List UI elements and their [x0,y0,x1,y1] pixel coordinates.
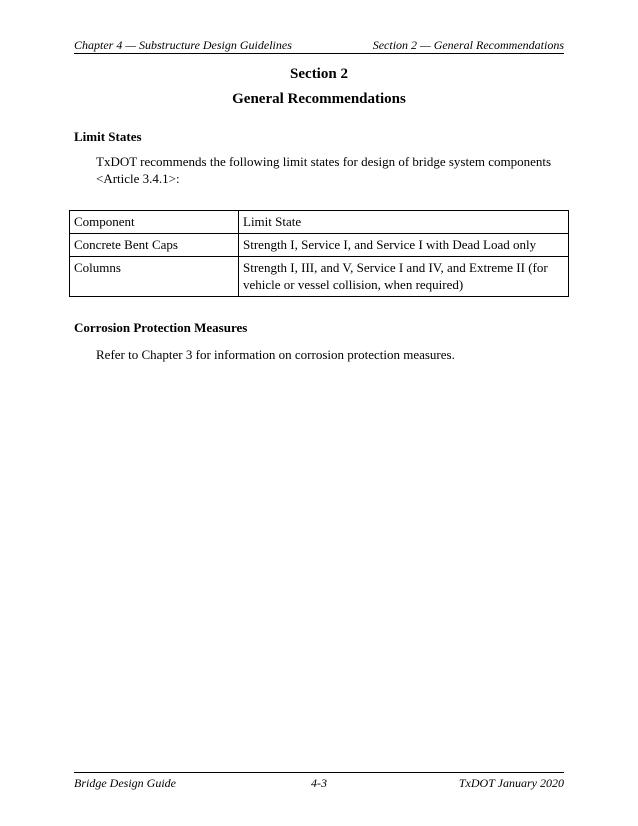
header-chapter: Chapter 4 — Substructure Design Guidelines [74,38,292,52]
footer-page-number: 4-3 [311,776,327,790]
table-cell: Strength I, Service I, and Service I with Dead Load only [239,234,569,257]
section-number: Section 2 [290,66,348,82]
footer-title: Bridge Design Guide [74,776,176,790]
section-title: General Recommendations [232,91,406,107]
running-footer [74,772,564,791]
table-cell-line: vehicle or vessel collision, when required) [243,277,464,292]
table-header-cell: Component [70,211,239,234]
table-cell-line: Strength I, III, and V, Service I and IV, and Extreme II (for [243,260,548,275]
table-row [70,257,569,297]
corrosion-heading: Corrosion Protection Measures [74,320,248,335]
table-header-row [70,211,569,234]
table-cell [239,257,569,297]
table-cell: Columns [70,257,239,297]
running-header [74,37,564,54]
header-section: Section 2 — General Recommendations [372,38,564,52]
intro-line-1: TxDOT recommends the following limit states for design of bridge system components [96,154,552,169]
corrosion-text: Refer to Chapter 3 for information on corrosion protection measures. [96,347,455,362]
limit-states-heading: Limit States [74,129,142,144]
table-cell: Concrete Bent Caps [70,234,239,257]
footer-date: TxDOT January 2020 [458,776,564,790]
table-row [70,234,569,257]
limit-states-table [69,210,569,297]
limit-states-intro [96,153,566,187]
intro-line-2: <Article 3.4.1>: [96,171,180,186]
table-header-cell: Limit State [239,211,569,234]
